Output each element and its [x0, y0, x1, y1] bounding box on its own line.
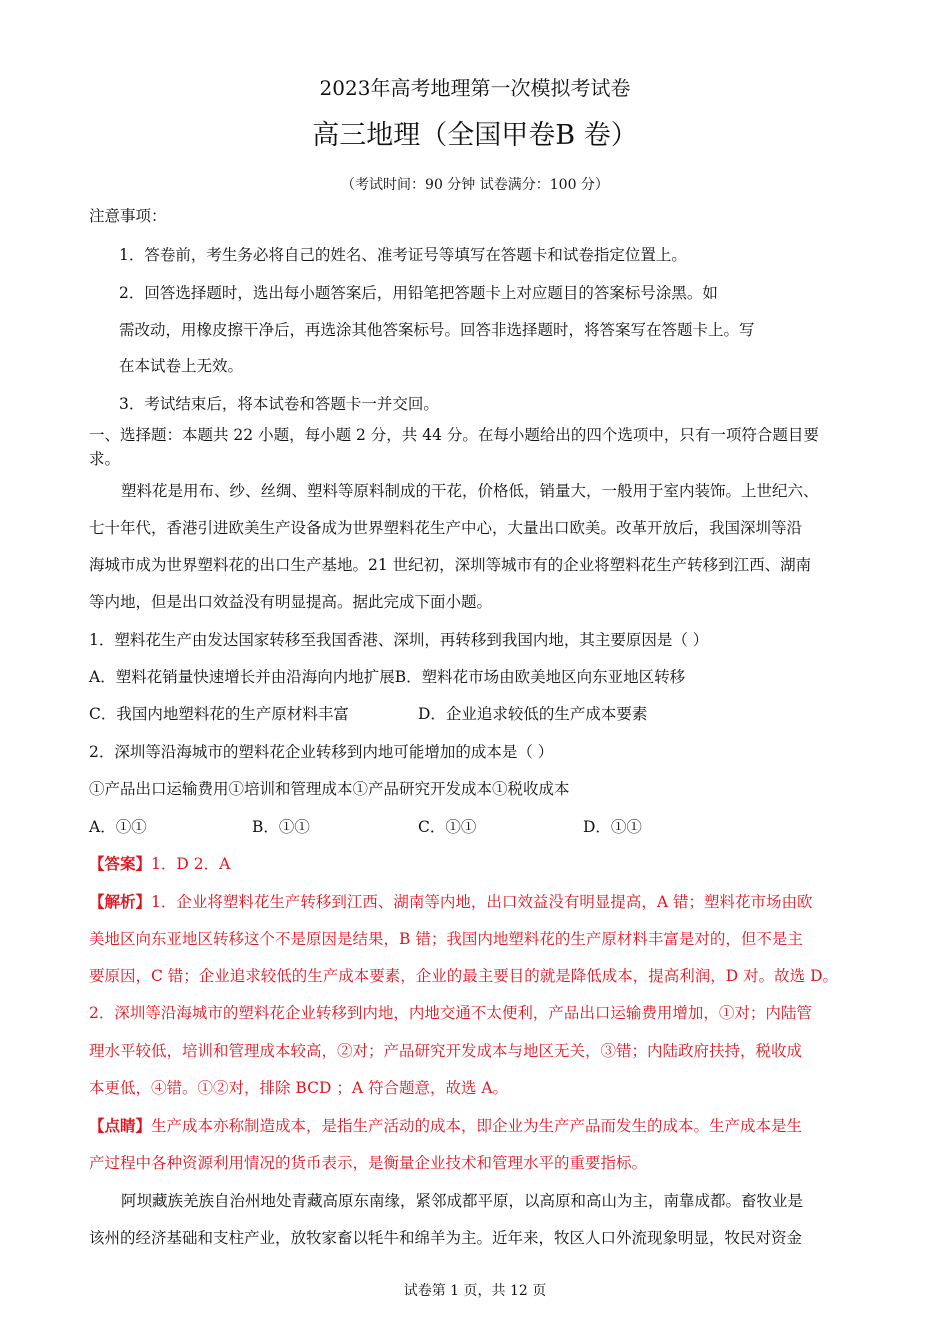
analysis-line-2: 美地区向东亚地区转移这个不是原因是结果，B 错；我国内地塑料花的生产原材料丰富是对的，但不是主	[89, 930, 803, 948]
question-2-option-c: C．①①	[418, 818, 477, 836]
passage-2-line-2: 该州的经济基础和支柱产业，放牧家畜以牦牛和绵羊为主。近年来，牧区人口外流现象明显，牧民对资金	[89, 1229, 803, 1247]
notice-item-2-line-3: 在本试卷上无效。	[119, 357, 244, 375]
answer-text: 1．D 2．A	[151, 855, 231, 873]
dianjing-line-1	[89, 1115, 802, 1137]
passage-1-line-4: 等内地，但是出口效益没有明显提高。据此完成下面小题。	[89, 593, 493, 611]
analysis-line-1	[89, 891, 813, 913]
notice-heading: 注意事项：	[89, 207, 167, 225]
question-2-stem: 2．深圳等沿海城市的塑料花企业转移到内地可能增加的成本是（ ）	[89, 743, 554, 761]
analysis-line-4: 2．深圳等沿海城市的塑料花企业转移到内地，内地交通不太便利，产品出口运输费用增加，①对；内陆管	[89, 1004, 812, 1022]
exam-info: （考试时间：90 分钟 试卷满分：100 分）	[341, 177, 609, 193]
page-footer: 试卷第 1 页，共 12 页	[403, 1283, 547, 1299]
notice-item-3: 3．考试结束后，将本试卷和答题卡一并交回。	[119, 395, 439, 413]
analysis-text-1: 1．企业将塑料花生产转移到江西、湖南等内地，出口效益没有明显提高，A 错；塑料花市场由欧	[151, 893, 813, 911]
question-2-option-a: A．①①	[89, 818, 147, 836]
analysis-line-6: 本更低，④错。①②对，排除 BCD ；A 符合题意，故选 A。	[89, 1079, 509, 1097]
answer-line	[89, 853, 230, 875]
dianjing-line-2: 产过程中各种资源利用情况的货币表示，是衡量企业技术和管理水平的重要指标。	[89, 1154, 648, 1172]
question-1-options-ab: A．塑料花销量快速增长并由沿海向内地扩展B．塑料花市场由欧美地区向东亚地区转移	[89, 668, 686, 686]
question-1-stem: 1．塑料花生产由发达国家转移至我国香港、深圳，再转移到我国内地，其主要原因是（ ）	[89, 631, 709, 649]
passage-2-line-1: 阿坝藏族羌族自治州地处青藏高原东南缘，紧邻成都平原，以高原和高山为主，南靠成都。畜牧业是	[121, 1192, 804, 1210]
analysis-line-5: 理水平较低，培训和管理成本较高，②对；产品研究开发成本与地区无关，③错；内陆政府扶持，税收成	[89, 1042, 803, 1060]
section-1-heading-line-2: 求。	[89, 450, 121, 468]
notice-item-2-line-1: 2．回答选择题时，选出每小题答案后，用铅笔把答题卡上对应题目的答案标号涂黑。如	[119, 284, 718, 302]
passage-1-line-3: 海城市成为世界塑料花的出口生产基地。21 世纪初，深圳等城市有的企业将塑料花生产转移到江西、湖南	[89, 556, 812, 574]
question-2-option-b: B．①①	[252, 818, 310, 836]
notice-item-1: 1．答卷前，考生务必将自己的姓名、准考证号等填写在答题卡和试卷指定位置上。	[119, 246, 687, 264]
question-1-option-d: D．企业追求较低的生产成本要素	[418, 705, 648, 723]
question-2-option-d: D．①①	[583, 818, 642, 836]
analysis-line-3: 要原因，C 错；企业追求较低的生产成本要素，企业的最主要目的就是降低成本，提高利润，D 对。故选 D。	[89, 967, 838, 985]
passage-1-line-1: 塑料花是用布、纱、丝绸、塑料等原料制成的干花，价格低，销量大，一般用于室内装饰。上世纪六、	[121, 482, 819, 500]
dianjing-text-1: 生产成本亦称制造成本，是指生产活动的成本，即企业为生产产品而发生的成本。生产成本是生	[151, 1117, 803, 1135]
exam-title: 2023年高考地理第一次模拟考试卷	[319, 76, 631, 100]
answer-tag: 【答案】	[89, 854, 152, 873]
passage-1-line-2: 七十年代，香港引进欧美生产设备成为世界塑料花生产中心，大量出口欧美。改革开放后，我国深圳等沿	[89, 519, 803, 537]
section-1-heading-line-1: 一、选择题：本题共 22 小题，每小题 2 分，共 44 分。在每小题给出的四个选项中，只有一项符合题目要	[89, 426, 819, 444]
exam-subtitle: 高三地理（全国甲卷B 卷）	[312, 120, 638, 151]
question-1-option-c: C．我国内地塑料花的生产原材料丰富	[89, 705, 349, 723]
notice-item-2-line-2: 需改动，用橡皮擦干净后，再选涂其他答案标号。回答非选择题时，将答案写在答题卡上。写	[119, 321, 755, 339]
question-2-items: ①产品出口运输费用①培训和管理成本①产品研究开发成本①税收成本	[89, 780, 570, 798]
analysis-tag: 【解析】	[89, 892, 152, 911]
dianjing-tag: 【点睛】	[89, 1116, 152, 1135]
